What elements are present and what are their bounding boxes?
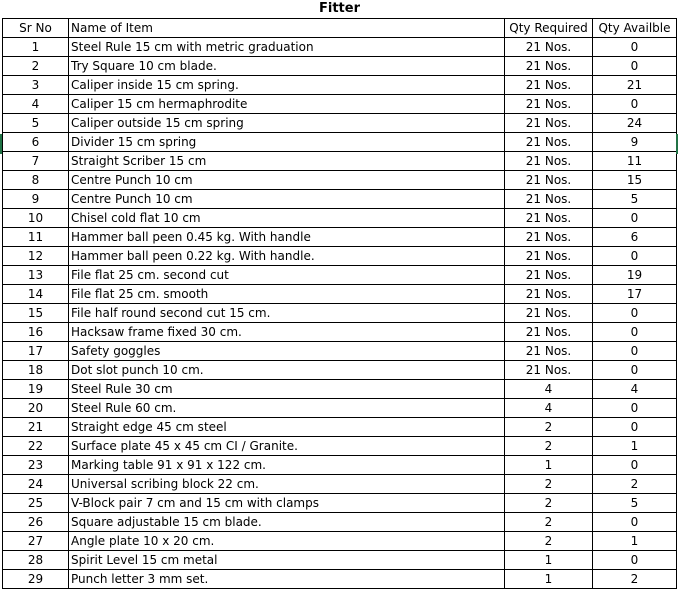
sheet-title[interactable]: Fitter [3,0,677,19]
cell-qty-available[interactable]: 0 [593,361,677,380]
cell-item-name[interactable]: Marking table 91 x 91 x 122 cm. [69,456,505,475]
inventory-table [2,0,677,589]
cell-item-name[interactable]: Spirit Level 15 cm metal [69,551,505,570]
cell-sr-no[interactable]: 6 [3,133,69,152]
cell-item-name[interactable]: Centre Punch 10 cm [69,171,505,190]
table-row [3,399,677,418]
cell-qty-required[interactable]: 21 Nos. [505,190,593,209]
table-row [3,38,677,57]
cell-qty-available[interactable]: 0 [593,342,677,361]
cell-qty-available[interactable]: 0 [593,399,677,418]
cell-item-name[interactable]: Hacksaw frame fixed 30 cm. [69,323,505,342]
table-row [3,361,677,380]
table-row [3,437,677,456]
header-sr-no[interactable]: Sr No [3,19,69,38]
cell-item-name[interactable]: Universal scribing block 22 cm. [69,475,505,494]
cell-sr-no[interactable]: 22 [3,437,69,456]
cell-qty-available[interactable]: 0 [593,95,677,114]
table-row [3,114,677,133]
cell-qty-required[interactable]: 2 [505,532,593,551]
cell-qty-required[interactable]: 21 Nos. [505,228,593,247]
cell-qty-available[interactable]: 1 [593,437,677,456]
cell-qty-available[interactable]: 0 [593,323,677,342]
cell-qty-required[interactable]: 21 Nos. [505,38,593,57]
cell-sr-no[interactable]: 19 [3,380,69,399]
table-row [3,285,677,304]
selected-row-indicator-left [0,134,2,154]
cell-qty-available[interactable]: 17 [593,285,677,304]
cell-qty-required[interactable]: 21 Nos. [505,285,593,304]
cell-sr-no[interactable]: 23 [3,456,69,475]
cell-item-name[interactable]: Caliper inside 15 cm spring. [69,76,505,95]
cell-qty-available[interactable]: 6 [593,228,677,247]
table-row [3,418,677,437]
cell-sr-no[interactable]: 25 [3,494,69,513]
header-item-name[interactable]: Name of Item [69,19,505,38]
cell-qty-available[interactable]: 0 [593,247,677,266]
cell-sr-no[interactable]: 21 [3,418,69,437]
table-row [3,380,677,399]
cell-item-name[interactable]: Steel Rule 15 cm with metric graduation [69,38,505,57]
table-row [3,266,677,285]
cell-qty-required[interactable]: 2 [505,475,593,494]
cell-sr-no[interactable]: 29 [3,570,69,589]
cell-qty-available[interactable]: 5 [593,190,677,209]
cell-sr-no[interactable]: 20 [3,399,69,418]
cell-qty-available[interactable]: 0 [593,57,677,76]
cell-item-name[interactable]: Punch letter 3 mm set. [69,570,505,589]
cell-qty-available[interactable]: 5 [593,494,677,513]
cell-qty-available[interactable]: 24 [593,114,677,133]
table-row [3,228,677,247]
cell-sr-no[interactable]: 28 [3,551,69,570]
inventory-table-body [3,0,677,589]
cell-item-name[interactable]: Dot slot punch 10 cm. [69,361,505,380]
cell-qty-required[interactable]: 2 [505,494,593,513]
cell-qty-required[interactable]: 21 Nos. [505,342,593,361]
cell-qty-required[interactable]: 21 Nos. [505,171,593,190]
cell-qty-required[interactable]: 4 [505,399,593,418]
table-row [3,532,677,551]
cell-qty-required[interactable]: 21 Nos. [505,247,593,266]
table-row [3,57,677,76]
cell-sr-no[interactable]: 26 [3,513,69,532]
cell-sr-no[interactable]: 8 [3,171,69,190]
cell-qty-available[interactable]: 2 [593,475,677,494]
header-qty-available[interactable]: Qty Availble [593,19,677,38]
cell-qty-required[interactable]: 21 Nos. [505,133,593,152]
cell-qty-available[interactable]: 11 [593,152,677,171]
cell-qty-required[interactable]: 21 Nos. [505,152,593,171]
cell-qty-available[interactable]: 0 [593,456,677,475]
table-row [3,513,677,532]
cell-qty-available[interactable]: 0 [593,418,677,437]
cell-qty-required[interactable]: 21 Nos. [505,57,593,76]
table-row [3,133,677,152]
cell-qty-required[interactable]: 2 [505,437,593,456]
cell-qty-available[interactable]: 0 [593,551,677,570]
cell-item-name[interactable]: File flat 25 cm. smooth [69,285,505,304]
cell-qty-available[interactable]: 15 [593,171,677,190]
cell-qty-required[interactable]: 21 Nos. [505,114,593,133]
cell-item-name[interactable]: Caliper 15 cm hermaphrodite [69,95,505,114]
cell-sr-no[interactable]: 11 [3,228,69,247]
table-row [3,342,677,361]
cell-item-name[interactable]: Steel Rule 30 cm [69,380,505,399]
title-row [3,0,677,19]
cell-sr-no[interactable]: 7 [3,152,69,171]
cell-item-name[interactable]: Surface plate 45 x 45 cm CI / Granite. [69,437,505,456]
table-row [3,323,677,342]
table-row [3,190,677,209]
cell-qty-required[interactable]: 21 Nos. [505,361,593,380]
table-row [3,152,677,171]
table-row [3,494,677,513]
cell-qty-available[interactable]: 9 [593,133,677,152]
cell-sr-no[interactable]: 10 [3,209,69,228]
cell-sr-no[interactable]: 1 [3,38,69,57]
cell-item-name[interactable]: Try Square 10 cm blade. [69,57,505,76]
cell-sr-no[interactable]: 14 [3,285,69,304]
header-row [3,19,677,38]
cell-qty-required[interactable]: 21 Nos. [505,304,593,323]
cell-item-name[interactable]: File flat 25 cm. second cut [69,266,505,285]
table-row [3,456,677,475]
cell-qty-available[interactable]: 4 [593,380,677,399]
cell-sr-no[interactable]: 27 [3,532,69,551]
cell-item-name[interactable]: Straight edge 45 cm steel [69,418,505,437]
cell-qty-required[interactable]: 21 Nos. [505,266,593,285]
cell-qty-required[interactable]: 21 Nos. [505,76,593,95]
cell-qty-required[interactable]: 2 [505,418,593,437]
cell-qty-required[interactable]: 21 Nos. [505,323,593,342]
cell-item-name[interactable]: Steel Rule 60 cm. [69,399,505,418]
cell-sr-no[interactable]: 2 [3,57,69,76]
cell-qty-available[interactable]: 2 [593,570,677,589]
table-row [3,95,677,114]
header-qty-required[interactable]: Qty Required [505,19,593,38]
cell-sr-no[interactable]: 4 [3,95,69,114]
cell-qty-available[interactable]: 0 [593,209,677,228]
cell-sr-no[interactable]: 3 [3,76,69,95]
cell-sr-no[interactable]: 18 [3,361,69,380]
cell-qty-available[interactable]: 0 [593,38,677,57]
cell-qty-required[interactable]: 1 [505,570,593,589]
table-row [3,209,677,228]
cell-qty-required[interactable]: 1 [505,551,593,570]
cell-sr-no[interactable]: 15 [3,304,69,323]
cell-qty-available[interactable]: 0 [593,513,677,532]
cell-sr-no[interactable]: 12 [3,247,69,266]
cell-item-name[interactable]: Hammer ball peen 0.22 kg. With handle. [69,247,505,266]
table-row [3,76,677,95]
cell-item-name[interactable]: File half round second cut 15 cm. [69,304,505,323]
cell-item-name[interactable]: Square adjustable 15 cm blade. [69,513,505,532]
cell-item-name[interactable]: Safety goggles [69,342,505,361]
table-row [3,304,677,323]
cell-item-name[interactable]: Hammer ball peen 0.45 kg. With handle [69,228,505,247]
cell-sr-no[interactable]: 9 [3,190,69,209]
cell-item-name[interactable]: Angle plate 10 x 20 cm. [69,532,505,551]
cell-qty-available[interactable]: 0 [593,304,677,323]
cell-qty-required[interactable]: 4 [505,380,593,399]
cell-qty-available[interactable]: 1 [593,532,677,551]
cell-sr-no[interactable]: 24 [3,475,69,494]
cell-sr-no[interactable]: 17 [3,342,69,361]
cell-sr-no[interactable]: 13 [3,266,69,285]
cell-qty-available[interactable]: 19 [593,266,677,285]
table-row [3,247,677,266]
table-row [3,551,677,570]
cell-sr-no[interactable]: 16 [3,323,69,342]
table-row [3,475,677,494]
cell-item-name[interactable]: Centre Punch 10 cm [69,190,505,209]
cell-item-name[interactable]: V-Block pair 7 cm and 15 cm with clamps [69,494,505,513]
cell-qty-required[interactable]: 21 Nos. [505,209,593,228]
cell-item-name[interactable]: Chisel cold flat 10 cm [69,209,505,228]
cell-item-name[interactable]: Caliper outside 15 cm spring [69,114,505,133]
cell-sr-no[interactable]: 5 [3,114,69,133]
cell-qty-required[interactable]: 21 Nos. [505,95,593,114]
cell-item-name[interactable]: Divider 15 cm spring [69,133,505,152]
selected-row-indicator-right [676,134,678,154]
table-row [3,570,677,589]
cell-qty-required[interactable]: 2 [505,513,593,532]
cell-qty-available[interactable]: 21 [593,76,677,95]
cell-qty-required[interactable]: 1 [505,456,593,475]
table-row [3,171,677,190]
cell-item-name[interactable]: Straight Scriber 15 cm [69,152,505,171]
